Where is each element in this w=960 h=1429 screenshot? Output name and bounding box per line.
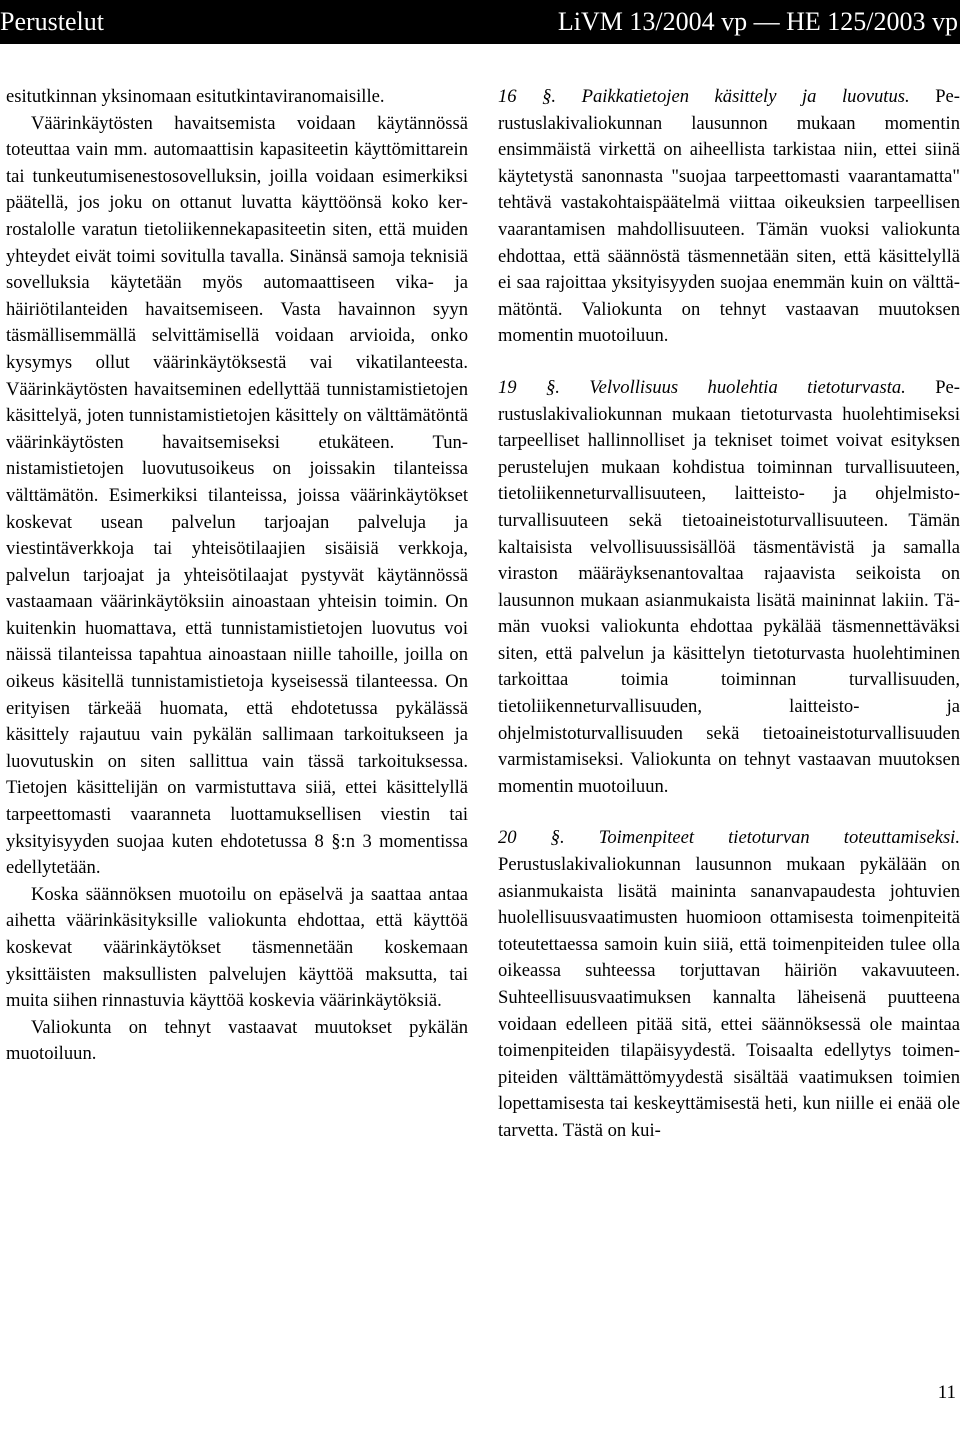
- section-19-heading: 19 §. Velvollisuus huolehtia tietoturvasta.: [498, 376, 906, 398]
- section-19: [498, 375, 960, 801]
- paragraph: Väärinkäytösten havaitsemista voidaan käytännössä toteuttaa vain mm. automaattisin kapasiteetin käyttömittarein tai tunkeutumisenestosovelluksin, joilla voidaan esimerkiksi päätellä, jos joku on ottanut luvatta käyttöönsä koko kerrostalolle varatun tietoliikennekapasiteetin siten, että muiden yhteydet eivät toimi sovitulla tavalla. Sinänsä samoja teknisiä sovelluksia käytetään myös automaattiseen vika- ja häiriötilanteiden havaitsemiseen. Vasta havainnon syyn täsmällisemmällä selvittämisellä voidaan arvioida, onko kysymys ollut väärinkäytöksestä vai vikatilanteesta. Väärinkäytösten havaitseminen edellyttää tunnistamistietojen käsittelyä, joten tunnistamistietojen käsittely on välttämätöntä väärinkäytösten havaitsemiseksi etukäteen. Tunnistamistietojen luovutusoikeus on joissakin tilanteissa välttämätön. Esimerkiksi tilanteissa, joissa väärinkäytökset koskevat usean palvelun tarjoajan palveluja ja viestintäverkkoja tai yhteisötilaajien sisäisiä verkkoja, palvelun tarjoajat ja yhteisötilaajat pystyvät käytännössä vastaamaan väärinkäytöksiin ainoastaan yhteisin toimin. On kuitenkin huomattava, että tunnistamistietojen luovutus voi näissä tilanteissa tapahtua ainoastaan niille tahoille, joilla on oikeus käsitellä tunnistamistietoja kyseisessä tilanteessa. On erityisen tärkeää huomata, että ehdotetussa pykälässä käsittely rajautuu vain pykälän sallimaan tarkoitukseen ja luovutuskin on siten sallittua vain tässä tarkoituksessa. Tietojen käsittelijän on varmistuttava siiä, ettei käsittelyllä tarpeettomasti vaaranneta luottamuksellisen viestin tai yksityisyyden suojaa kuten ehdotetussa 8 §:n 3 momentissa edellytetään.: [6, 112, 468, 879]
- paragraph: Koska säännöksen muotoilu on epäselvä ja saattaa antaa aihetta väärinkäsityksille valiokunta ehdottaa, että käyttöä koskevat väärinkäytökset täsmennetään koskemaan yksittäisten maksullisten palvelujen käyttöä maksutta, tai muita siihen rinnastuvia käyttöä koskevia väärinkäytöksiä.: [6, 883, 468, 1012]
- header-document-id: LiVM 13/2004 vp — HE 125/2003 vp: [557, 7, 958, 36]
- left-column: [6, 84, 468, 1068]
- section-20-heading: 20 §. Toimenpiteet tietoturvan toteuttamiseksi.: [498, 827, 960, 849]
- section-20: [498, 825, 960, 1144]
- section-19-body: Perustuslakivaliokunnan mukaan tietoturvasta huolehtimiseksi tarpeelliset hallinnolliset ja tekniset toimet voivat esityksen perustelujen mukaan kohdistua toiminnan turvallisuuteen, tietoliikenneturvallisuuteen, laitteisto- ja ohjelmistoturvallisuuteen sekä tietoaineistoturvallisuuteen. Tämän kaltaisista velvollisuussisällöä täsmentävistä ja samalla viraston määräyksenantovaltaa rajaavista seikoista on lausunnon mukaan asianmukaista lisätä maininnat lakiin. Tämän vuoksi valiokunta ehdottaa pykälää täsmennettäväksi siten, että palvelun ja käsittelyn tietoturvasta huolehtiminen tarkoittaa toimia toiminnan turvallisuuden, tietoliikenneturvallisuuden, laitteisto- ja ohjelmistoturvallisuuden sekä tietoaineistoturvallisuuden varmistamiseksi. Valiokunta on tehnyt vastaavan muutoksen momentin muotoiluun.: [498, 376, 960, 797]
- section-20-body: Perustuslakivaliokunnan lausunnon mukaan pykälään on asianmukaista lisätä maininta sananvapaudesta johtuvien huolellisuusvaatimusten huomioon ottamisesta toimenpiteitä toteutettaessa samoin kuin siiä, että toimenpiteiden tulee olla oikeassa suhteessa torjuttavan häiriön vakavuuteen. Suhteellisuusvaatimuksen kannalta läheisenä puutteena voidaan edelleen pitää sitä, ettei säännöksessä ole maintaa toimenpiteiden tilapäisyydestä. Toisaalta edellytys toimenpiteiden välttämättömyydestä sisältää vaatimuksen toimien lopettamisesta tai keskeyttämisestä heti, kun niille ei enää ole tarvetta. Tästä on kui-: [498, 854, 960, 1141]
- right-column: [498, 84, 960, 1145]
- header-section-title: Perustelut: [0, 7, 104, 36]
- section-16-heading: 16 §. Paikkatietojen käsittely ja luovutus.: [498, 86, 910, 107]
- paragraph: Valiokunta on tehnyt vastaavat muutokset pykälän muotoiluun.: [6, 1016, 468, 1065]
- section-16-body: Perustuslakivaliokunnan lausunnon mukaan momentin ensimmäistä virkettä on aiheellista tarkistaa niin, ettei siinä käytetystä sanonnasta "suojaa tarpeettomasti vaarantamatta" tehtävä vastakohtaispäätelmä viittaa oikeuksien tarpeellisen vaarantamisen mahdollisuuteen. Tämän vuoksi valiokunta ehdottaa, että säännöstä täsmennetään siten, että käsittelyllä ei saa rajoittaa yksityisyyden suojaa enemmän kuin on välttämätöntä. Valiokunta on tehnyt vastaavan muutoksen momentin muotoiluun.: [498, 86, 960, 347]
- page-header: [0, 0, 960, 44]
- section-16: [498, 84, 960, 350]
- paragraph: esitutkinnan yksinomaan esitutkintaviranomaisille.: [6, 86, 385, 107]
- page-number: 11: [937, 1382, 956, 1403]
